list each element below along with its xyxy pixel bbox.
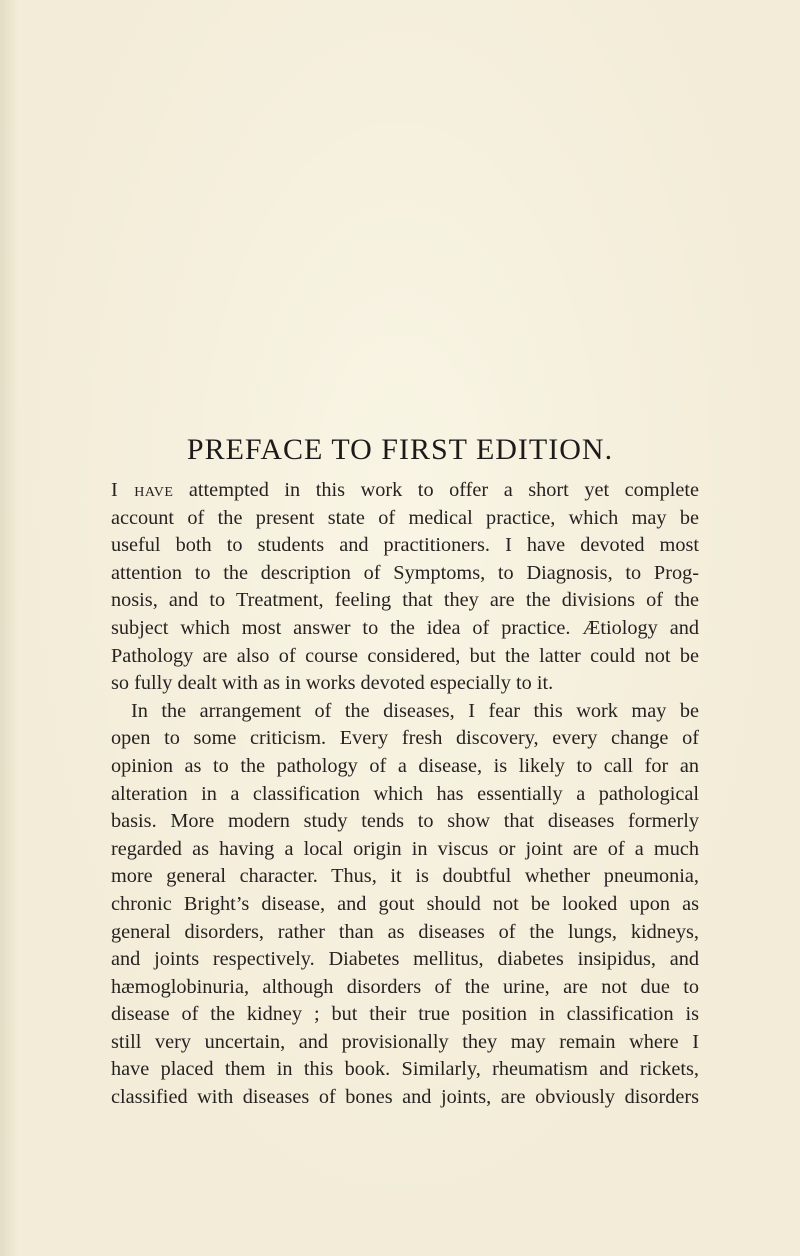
text-line: disease of the kidney ; but their true position in classification is: [111, 1003, 699, 1026]
text-line: basis. More modern study tends to show that diseases formerly: [111, 810, 699, 833]
text-line: and joints respectively. Diabetes mellitus, diabetes insipidus, and: [111, 948, 699, 971]
text-line: hæmoglobinuria, although disorders of the urine, are not due to: [111, 975, 699, 998]
text-line: useful both to students and practitioners. I have devoted most: [111, 534, 699, 557]
paragraph-2: [111, 698, 699, 1112]
text-line: Pathology are also of course considered, but the latter could not be: [111, 644, 699, 667]
text-line: regarded as having a local origin in viscus or joint are of a much: [111, 837, 699, 860]
text-line: general disorders, rather than as diseases of the lungs, kidneys,: [111, 920, 699, 943]
text-line: so fully dealt with as in works devoted especially to it.: [111, 672, 554, 695]
lead-word: I have: [111, 479, 174, 501]
text-line: classified with diseases of bones and joints, are obviously disorders: [111, 1086, 699, 1109]
paragraph-1: [111, 477, 699, 698]
page-heading: PREFACE TO FIRST EDITION.: [186, 433, 614, 466]
text-line: have placed them in this book. Similarly, rheumatism and rickets,: [111, 1058, 699, 1081]
text-line: more general character. Thus, it is doubtful whether pneumonia,: [111, 865, 699, 888]
text-line: subject which most answer to the idea of practice. Ætiology and: [111, 616, 699, 639]
text-line: I have attempted in this work to offer a short yet complete: [111, 479, 699, 501]
body-text: [111, 477, 699, 1112]
text-line: chronic Bright’s disease, and gout should not be looked upon as: [111, 892, 699, 915]
text-line: still very uncertain, and provisionally they may remain where I: [111, 1030, 699, 1053]
text-line: nosis, and to Treatment, feeling that they are the divisions of the: [111, 589, 699, 612]
text-line: open to some criticism. Every fresh discovery, every change of: [111, 727, 699, 750]
text-line: attention to the description of Symptoms, to Diagnosis, to Prog-: [111, 561, 699, 584]
text-line: account of the present state of medical practice, which may be: [111, 506, 699, 529]
text-line: alteration in a classification which has essentially a pathological: [111, 782, 699, 805]
text-line: In the arrangement of the diseases, I fear this work may be: [131, 699, 699, 722]
text-line: opinion as to the pathology of a disease, is likely to call for an: [111, 754, 699, 777]
